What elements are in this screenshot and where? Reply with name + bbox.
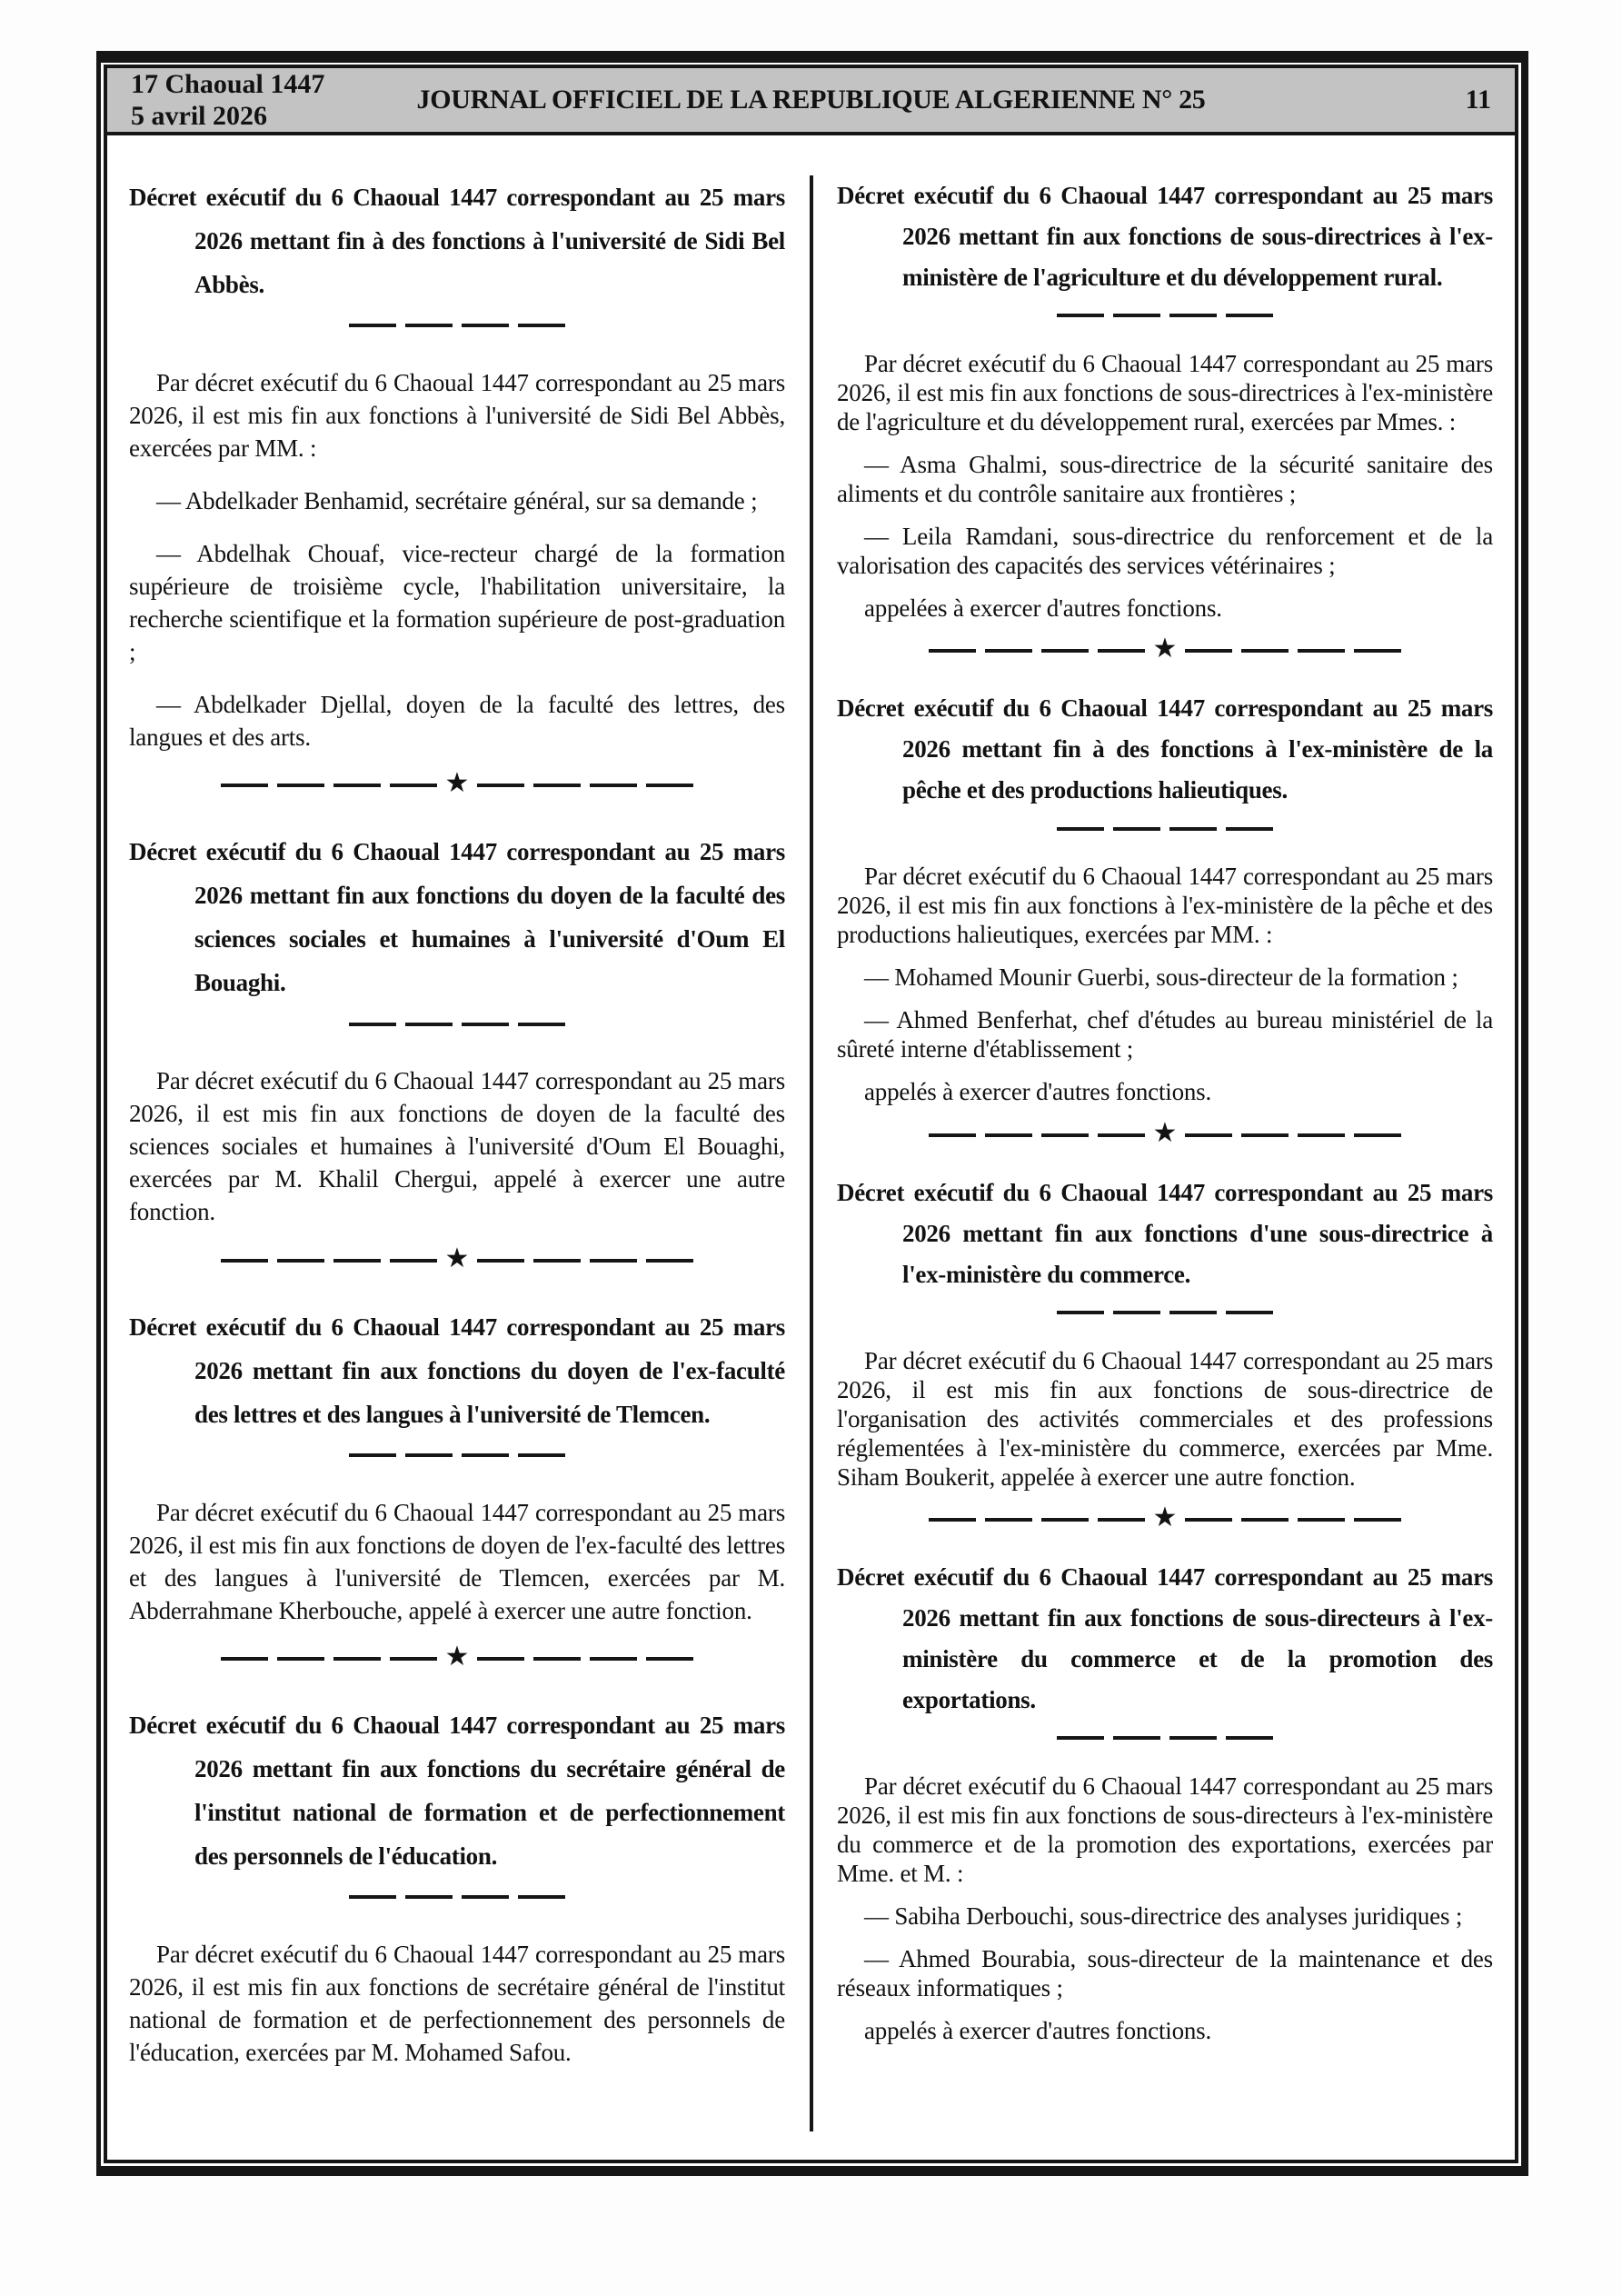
dash bbox=[929, 649, 976, 653]
dash bbox=[1098, 1518, 1145, 1522]
dash bbox=[349, 1453, 396, 1457]
dash bbox=[985, 1518, 1032, 1522]
star-separator bbox=[129, 1242, 785, 1274]
dash bbox=[1113, 827, 1160, 831]
dash bbox=[333, 784, 381, 787]
dash bbox=[1057, 827, 1104, 831]
decree-list-item: — Abdelhak Chouaf, vice-recteur chargé de la formation supérieure de troisième cycle, l'habilitation universitaire, la recherche scientifique et la formation supérieure de post-graduation ; bbox=[129, 540, 785, 665]
dash bbox=[1169, 827, 1217, 831]
dash bbox=[1241, 1133, 1289, 1137]
decree-title: Décret exécutif du 6 Chaoual 1447 correspondant au 25 mars 2026 mettant fin aux fonctions du doyen de l'ex-faculté des lettres et des langues à l'université de Tlemcen. bbox=[129, 1313, 785, 1428]
dash bbox=[405, 324, 453, 327]
dash bbox=[1057, 314, 1104, 317]
dash bbox=[477, 1259, 524, 1263]
decree-title: Décret exécutif du 6 Chaoual 1447 correspondant au 25 mars 2026 mettant fin aux fonctions d'une sous-directrice à l'ex-ministère du commerce. bbox=[837, 1178, 1493, 1288]
dash bbox=[462, 1023, 509, 1026]
dash bbox=[349, 324, 396, 327]
dash bbox=[462, 1895, 509, 1899]
decree-list-item: — Abdelkader Djellal, doyen de la faculté des lettres, des langues et des arts. bbox=[129, 691, 785, 751]
dash bbox=[646, 1657, 693, 1661]
dash bbox=[646, 784, 693, 787]
decree-paragraph: Par décret exécutif du 6 Chaoual 1447 correspondant au 25 mars 2026, il est mis fin aux fonctions de doyen de l'ex-faculté des lettres et des langues à l'université de Tlemcen, exercées par M. Abderrahmane Kherbouche, appelé à exercer une autre fonction. bbox=[129, 1498, 785, 1624]
dash bbox=[1113, 1736, 1160, 1740]
content-area bbox=[107, 135, 1515, 2160]
masthead-dates bbox=[131, 68, 324, 132]
gutter bbox=[785, 175, 810, 2160]
dash bbox=[518, 1453, 565, 1457]
dash bbox=[1226, 827, 1273, 831]
decree-closing: appelées à exercer d'autres fonctions. bbox=[864, 594, 1222, 622]
right-column bbox=[837, 175, 1493, 2160]
star-separator bbox=[837, 1116, 1493, 1149]
section-separator bbox=[837, 1308, 1493, 1317]
decree-list-item: — Ahmed Benferhat, chef d'études au bureau ministériel de la sûreté interne d'établissement ; bbox=[837, 1006, 1493, 1063]
decree-paragraph: Par décret exécutif du 6 Chaoual 1447 correspondant au 25 mars 2026, il est mis fin aux fonctions à l'ex-ministère de la pêche et des productions halieutiques, exercées par MM. : bbox=[837, 863, 1493, 949]
star-icon: ★ bbox=[1152, 1116, 1178, 1149]
dash bbox=[1057, 1736, 1104, 1740]
dash bbox=[1169, 1736, 1217, 1740]
dash bbox=[590, 1259, 637, 1263]
journal-title: JOURNAL OFFICIEL DE LA REPUBLIQUE ALGERIENNE N° 25 bbox=[416, 85, 1206, 115]
date-hijri: 17 Chaoual 1447 bbox=[131, 69, 325, 99]
dash bbox=[390, 784, 437, 787]
decree-list-item: — Sabiha Derbouchi, sous-directrice des analyses juridiques ; bbox=[864, 1902, 1463, 1930]
decree-title: Décret exécutif du 6 Chaoual 1447 correspondant au 25 mars 2026 mettant fin à des fonctions à l'université de Sidi Bel Abbès. bbox=[129, 184, 785, 298]
decree-paragraph: Par décret exécutif du 6 Chaoual 1447 correspondant au 25 mars 2026, il est mis fin aux fonctions à l'université de Sidi Bel Abbès, exercées par MM. : bbox=[129, 369, 785, 462]
section-separator bbox=[837, 311, 1493, 320]
dash bbox=[349, 1895, 396, 1899]
dash bbox=[1041, 649, 1089, 653]
dash bbox=[390, 1657, 437, 1661]
star-separator bbox=[129, 767, 785, 800]
decree-list-item: — Ahmed Bourabia, sous-directeur de la maintenance et des réseaux informatiques ; bbox=[837, 1944, 1493, 2002]
dash bbox=[533, 1259, 581, 1263]
dash bbox=[477, 784, 524, 787]
dash bbox=[1226, 314, 1273, 317]
dash bbox=[533, 784, 581, 787]
dash bbox=[277, 784, 324, 787]
dash bbox=[390, 1259, 437, 1263]
star-icon: ★ bbox=[1152, 633, 1178, 665]
dash bbox=[1041, 1518, 1089, 1522]
decree-list-item: — Mohamed Mounir Guerbi, sous-directeur de la formation ; bbox=[864, 963, 1458, 992]
dash bbox=[462, 1453, 509, 1457]
star-icon: ★ bbox=[444, 1640, 470, 1672]
dash bbox=[1113, 1311, 1160, 1314]
dash bbox=[277, 1657, 324, 1661]
star-icon: ★ bbox=[444, 767, 470, 800]
decree-list-item: — Leila Ramdani, sous-directrice du renforcement et de la valorisation des capacités des services vétérinaires ; bbox=[837, 523, 1493, 579]
dash bbox=[1241, 1518, 1289, 1522]
dash bbox=[1298, 1133, 1345, 1137]
dash bbox=[1354, 649, 1401, 653]
star-icon: ★ bbox=[444, 1242, 470, 1274]
section-separator bbox=[129, 1892, 785, 1902]
dash bbox=[462, 324, 509, 327]
decree-title: Décret exécutif du 6 Chaoual 1447 correspondant au 25 mars 2026 mettant fin aux fonctions de sous-directrices à l'ex-ministère de l'agriculture et du développement rural. bbox=[837, 182, 1493, 291]
dash bbox=[1185, 649, 1232, 653]
dash bbox=[646, 1259, 693, 1263]
decree-paragraph: Par décret exécutif du 6 Chaoual 1447 correspondant au 25 mars 2026, il est mis fin aux fonctions de secrétaire général de l'institut national de formation et de perfectionnement des personnels de l'éducation, exercées par M. Mohamed Safou. bbox=[129, 1940, 785, 2066]
star-separator bbox=[129, 1640, 785, 1672]
dash bbox=[1041, 1133, 1089, 1137]
dash bbox=[333, 1657, 381, 1661]
dash bbox=[590, 784, 637, 787]
dash bbox=[518, 1895, 565, 1899]
decree-paragraph: Par décret exécutif du 6 Chaoual 1447 correspondant au 25 mars 2026, il est mis fin aux fonctions de sous-directrices à l'ex-ministère de l'agriculture et du développement rural, exercées par Mmes. : bbox=[837, 350, 1493, 435]
dash bbox=[929, 1133, 976, 1137]
dash bbox=[349, 1023, 396, 1026]
dash bbox=[405, 1895, 453, 1899]
dash bbox=[518, 1023, 565, 1026]
decree-title: Décret exécutif du 6 Chaoual 1447 correspondant au 25 mars 2026 mettant fin aux fonctions de sous-directeurs à l'ex-ministère du commerce et de la promotion des exportations. bbox=[837, 1562, 1493, 1713]
date-gregorian: 5 avril 2026 bbox=[131, 101, 267, 131]
dash bbox=[405, 1023, 453, 1026]
decree-title: Décret exécutif du 6 Chaoual 1447 correspondant au 25 mars 2026 mettant fin à des fonctions à l'ex-ministère de la pêche et des productions halieutiques. bbox=[837, 694, 1493, 804]
page-number: 11 bbox=[1465, 85, 1491, 115]
section-separator bbox=[129, 1019, 785, 1028]
star-icon: ★ bbox=[1152, 1501, 1178, 1533]
page-frame bbox=[96, 51, 1528, 2176]
decree-closing: appelés à exercer d'autres fonctions. bbox=[864, 2016, 1212, 2044]
dash bbox=[1057, 1311, 1104, 1314]
masthead bbox=[107, 68, 1515, 135]
dash bbox=[929, 1518, 976, 1522]
dash bbox=[1169, 1311, 1217, 1314]
star-separator bbox=[837, 633, 1493, 665]
dash bbox=[985, 1133, 1032, 1137]
dash bbox=[518, 324, 565, 327]
page-inner-frame bbox=[104, 65, 1518, 2163]
dash bbox=[221, 1259, 268, 1263]
dash bbox=[277, 1259, 324, 1263]
dash bbox=[1354, 1518, 1401, 1522]
dash bbox=[1241, 649, 1289, 653]
dash bbox=[1298, 1518, 1345, 1522]
dash bbox=[405, 1453, 453, 1457]
dash bbox=[477, 1657, 524, 1661]
dash bbox=[1169, 314, 1217, 317]
decree-list-item: — Abdelkader Benhamid, secrétaire général, sur sa demande ; bbox=[156, 487, 758, 514]
decree-paragraph: Par décret exécutif du 6 Chaoual 1447 correspondant au 25 mars 2026, il est mis fin aux fonctions de doyen de la faculté des sciences sociales et humaines à l'université d'Oum El Bouaghi, exercées par M. Khalil Chergui, appelé à exercer une autre fonction. bbox=[129, 1067, 785, 1226]
dash bbox=[1226, 1736, 1273, 1740]
dash bbox=[333, 1259, 381, 1263]
dash bbox=[221, 1657, 268, 1661]
decree-paragraph: Par décret exécutif du 6 Chaoual 1447 correspondant au 25 mars 2026, il est mis fin aux fonctions de sous-directrice de l'organisation des activités commerciales et des professions réglementées à l'ex-ministère du commerce, exercées par Mme. Siham Boukerit, appelée à exercer une autre fonction. bbox=[837, 1346, 1493, 1491]
dash bbox=[985, 649, 1032, 653]
dash bbox=[1226, 1311, 1273, 1314]
decree-paragraph: Par décret exécutif du 6 Chaoual 1447 correspondant au 25 mars 2026, il est mis fin aux fonctions de sous-directeurs à l'ex-ministère du commerce et de la promotion des exportations, exercées par Mme. et M. : bbox=[837, 1772, 1493, 1887]
section-separator bbox=[129, 321, 785, 330]
decree-closing: appelés à exercer d'autres fonctions. bbox=[864, 1078, 1212, 1106]
dash bbox=[1185, 1133, 1232, 1137]
section-separator bbox=[837, 1733, 1493, 1742]
dash bbox=[1185, 1518, 1232, 1522]
section-separator bbox=[837, 824, 1493, 833]
star-separator bbox=[837, 1501, 1493, 1533]
gutter bbox=[813, 175, 838, 2160]
dash bbox=[590, 1657, 637, 1661]
decree-title: Décret exécutif du 6 Chaoual 1447 correspondant au 25 mars 2026 mettant fin aux fonctions du secrétaire général de l'institut national de formation et de perfectionnement des personnels de l'éducation. bbox=[129, 1711, 785, 1870]
left-column bbox=[129, 175, 785, 2160]
section-separator bbox=[129, 1451, 785, 1460]
dash bbox=[1113, 314, 1160, 317]
dash bbox=[221, 784, 268, 787]
dash bbox=[533, 1657, 581, 1661]
dash bbox=[1098, 1133, 1145, 1137]
decree-title: Décret exécutif du 6 Chaoual 1447 correspondant au 25 mars 2026 mettant fin aux fonctions du doyen de la faculté des sciences sociales et humaines à l'université d'Oum El Bouaghi. bbox=[129, 838, 785, 997]
dash bbox=[1098, 649, 1145, 653]
dash bbox=[1298, 649, 1345, 653]
decree-list-item: — Asma Ghalmi, sous-directrice de la sécurité sanitaire des aliments et du contrôle sanitaire aux frontières ; bbox=[837, 451, 1493, 507]
dash bbox=[1354, 1133, 1401, 1137]
